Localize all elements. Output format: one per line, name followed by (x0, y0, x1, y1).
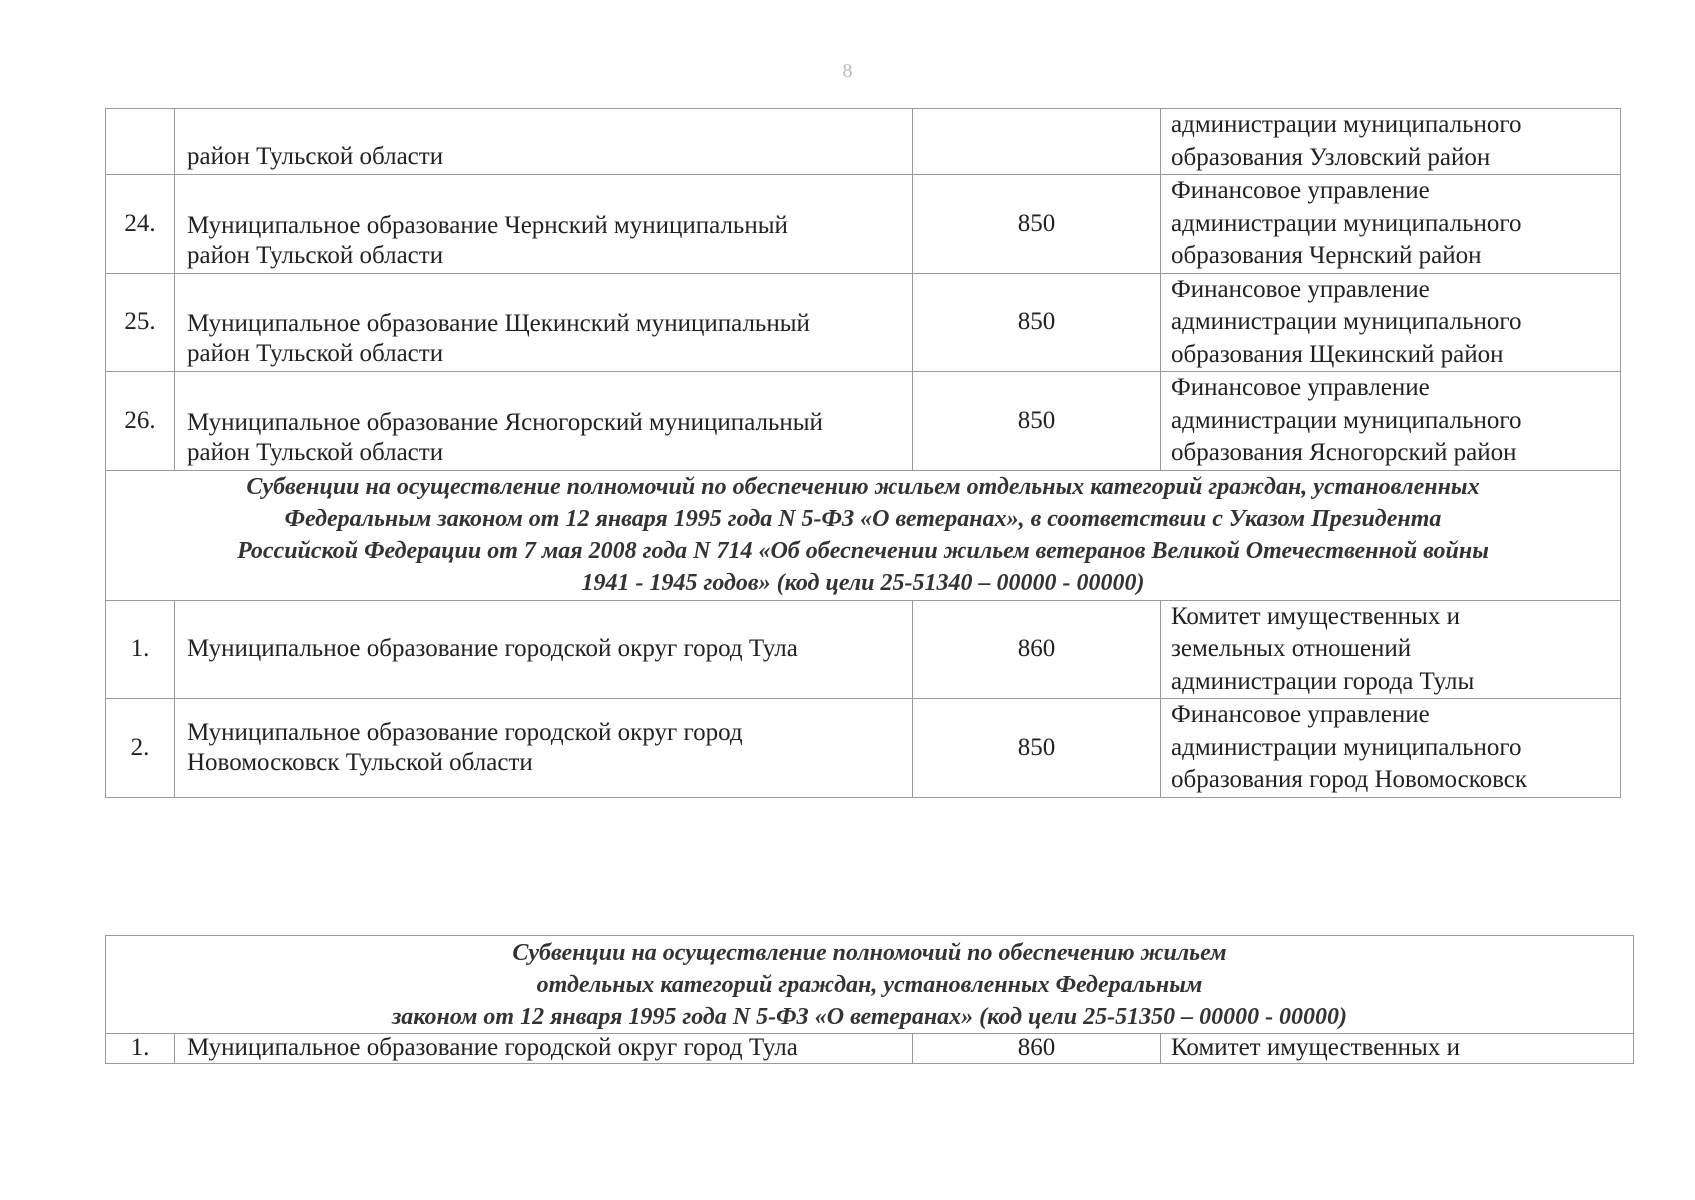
code-cell: 850 (913, 699, 1161, 798)
section-heading-row (106, 470, 1621, 600)
administrator-name: Финансовое управление администрации муниципального образования Чернский район (1161, 175, 1621, 274)
code-cell: 850 (913, 372, 1161, 471)
second-allocation-table (105, 935, 1634, 1064)
page-number: 8 (842, 60, 853, 82)
section-heading: Субвенции на осуществление полномочий по обеспечению жильем отдельных категорий граждан, установленных Федеральным законом от 12 января 1995 года N 5-ФЗ «О ветеранах» (код цели 25-51350 – 00000 - 00000) (106, 936, 1634, 1034)
administrator-name: Финансовое управление администрации муниципального образования Щекинский район (1161, 273, 1621, 372)
row-number: 1. (106, 600, 175, 699)
allocation-table (105, 108, 1621, 798)
administrator-name: администрации муниципального образования Узловский район (1161, 109, 1621, 175)
table-row (106, 109, 1621, 175)
code-cell (913, 109, 1161, 175)
code-cell: 860 (913, 1034, 1161, 1064)
municipality-name: Муниципальное образование городской округ город Тула (175, 1034, 913, 1064)
municipality-name: Муниципальное образование городской округ город Новомосковск Тульской области (175, 699, 913, 798)
municipality-name: Муниципальное образование Щекинский муниципальный район Тульской области (175, 273, 913, 372)
table-row (106, 175, 1621, 274)
section-heading: Субвенции на осуществление полномочий по обеспечению жильем отдельных категорий граждан, установленных Федеральным законом от 12 января 1995 года N 5-ФЗ «О ветеранах», в соответствии с Указом Президента Российской Федерации от 7 мая 2008 года N 714 «Об обеспечении жильем ветеранов Великой Отечественной войны 1941 - 1945 годов» (код цели 25-51340 – 00000 - 00000) (106, 470, 1621, 600)
row-number: 25. (106, 273, 175, 372)
municipality-name: район Тульской области (175, 109, 913, 175)
row-number: 26. (106, 372, 175, 471)
table-row (106, 273, 1621, 372)
table-row (106, 600, 1621, 699)
municipality-name: Муниципальное образование городской округ город Тула (175, 600, 913, 699)
row-number: 2. (106, 699, 175, 798)
code-cell: 860 (913, 600, 1161, 699)
code-cell: 850 (913, 175, 1161, 274)
municipality-name: Муниципальное образование Ясногорский муниципальный район Тульской области (175, 372, 913, 471)
row-number: 24. (106, 175, 175, 274)
administrator-name: Финансовое управление администрации муниципального образования город Новомосковск (1161, 699, 1621, 798)
table-row (106, 1034, 1634, 1064)
administrator-name: Комитет имущественных и (1161, 1034, 1634, 1064)
administrator-name: Комитет имущественных и земельных отношений администрации города Тулы (1161, 600, 1621, 699)
municipality-name: Муниципальное образование Чернский муниципальный район Тульской области (175, 175, 913, 274)
section-heading-row (106, 936, 1634, 1034)
administrator-name: Финансовое управление администрации муниципального образования Ясногорский район (1161, 372, 1621, 471)
code-cell: 850 (913, 273, 1161, 372)
row-number (106, 109, 175, 175)
row-number: 1. (106, 1034, 175, 1064)
table-row (106, 372, 1621, 471)
table-row (106, 699, 1621, 798)
